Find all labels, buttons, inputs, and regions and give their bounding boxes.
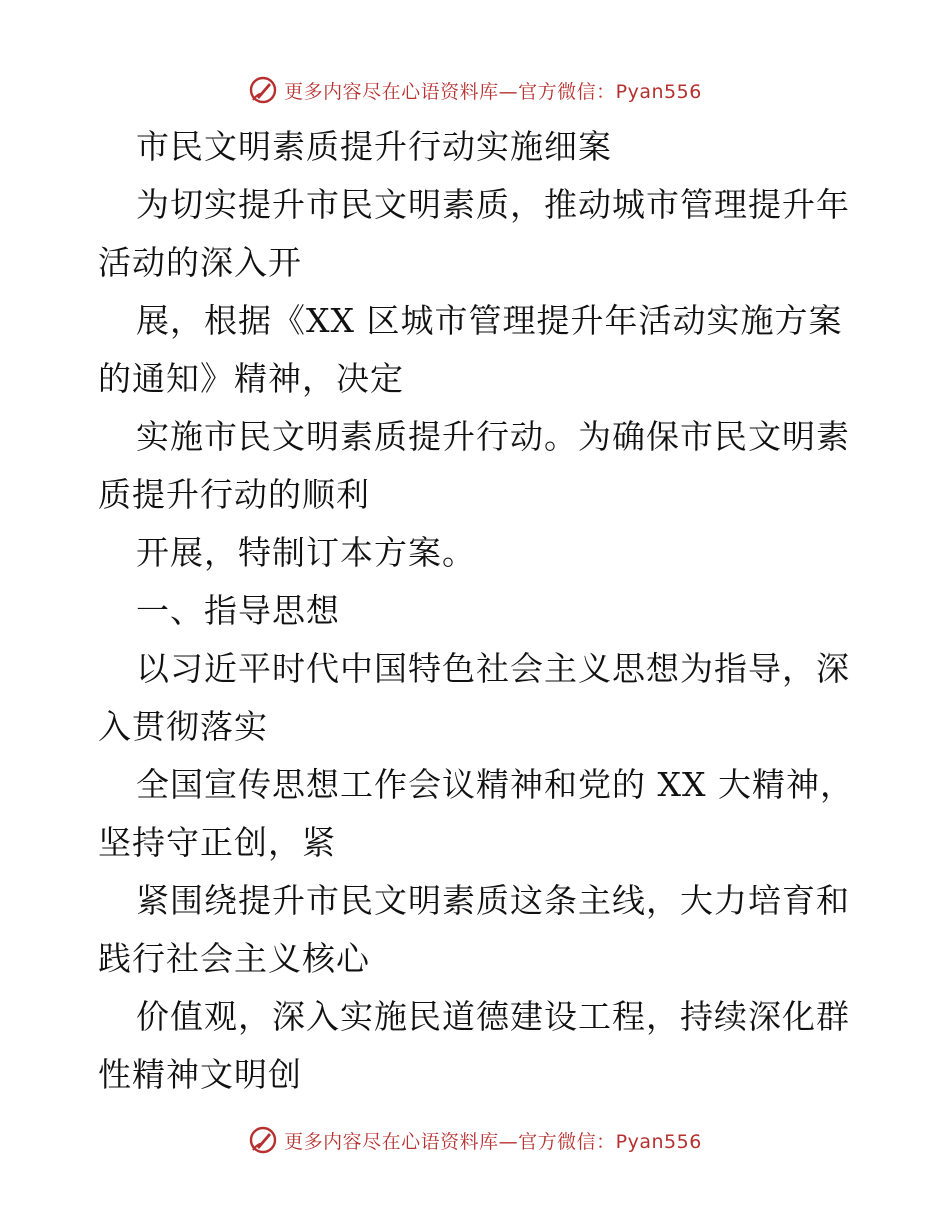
- text-line: 入贯彻落实: [98, 707, 268, 746]
- text-line: 的通知》精神，决定: [98, 359, 404, 398]
- document-body: [98, 118, 858, 1104]
- text-line: 坚持守正创，紧: [98, 823, 336, 862]
- header-banner: [0, 70, 950, 110]
- text-line: 性精神文明创: [98, 1055, 302, 1094]
- quill-logo-icon: [248, 75, 278, 105]
- text-line: 开展，特制订本方案。: [136, 533, 476, 572]
- quill-logo-icon: [248, 1125, 278, 1155]
- text-line: 实施市民文明素质提升行动。为确保市民文明素: [136, 417, 850, 456]
- text-line: 为切实提升市民文明素质，推动城市管理提升年: [136, 185, 850, 224]
- text-line: 全国宣传思想工作会议精神和党的 XX 大精神，: [136, 765, 854, 804]
- text-line: 紧围绕提升市民文明素质这条主线，大力培育和: [136, 881, 850, 920]
- text-line: 以习近平时代中国特色社会主义思想为指导，深: [136, 649, 850, 688]
- banner-text: 更多内容尽在心语资料库—官方微信：Pyan556: [284, 80, 702, 103]
- banner-text: 更多内容尽在心语资料库—官方微信：Pyan556: [284, 1130, 702, 1153]
- text-line: 活动的深入开: [98, 243, 302, 282]
- text-line: 价值观，深入实施民道德建设工程，持续深化群: [136, 997, 850, 1036]
- text-line: 市民文明素质提升行动实施细案: [136, 127, 612, 166]
- footer-banner: [0, 1120, 950, 1160]
- text-line: 质提升行动的顺利: [98, 475, 370, 514]
- text-line: 践行社会主义核心: [98, 939, 370, 978]
- text-line: 展，根据《XX 区城市管理提升年活动实施方案: [136, 301, 843, 340]
- text-line: 一、指导思想: [136, 591, 340, 630]
